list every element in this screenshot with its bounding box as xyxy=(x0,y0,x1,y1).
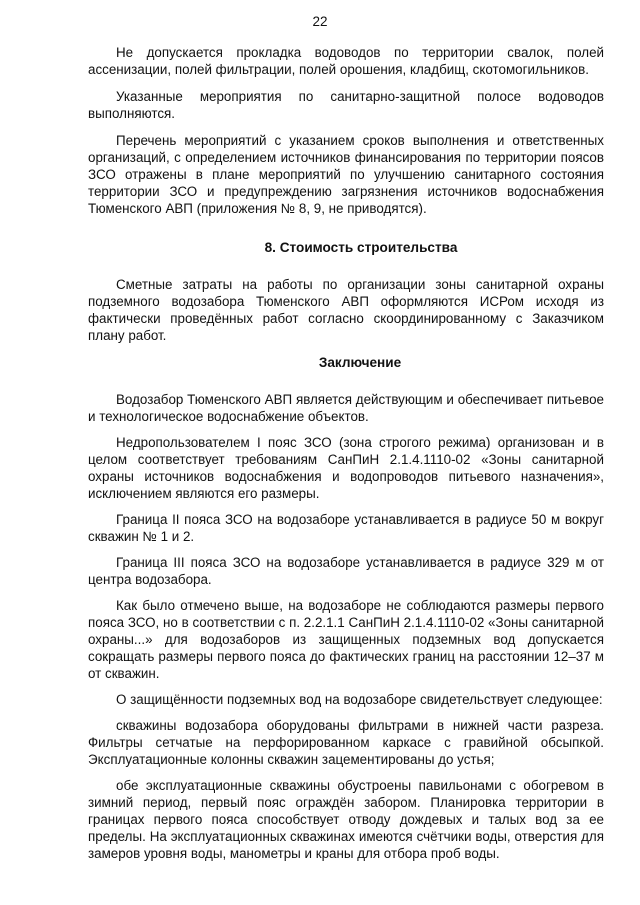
conclusion-paragraph-6: О защищённости подземных вод на водозаборе свидетельствует следующее: xyxy=(116,692,603,707)
conclusion-heading: Заключение xyxy=(318,355,402,370)
conclusion-paragraph-3: Граница II пояса ЗСО на водозаборе устанавливается в радиусе 50 м вокруг скважин № 1 и 2. xyxy=(88,512,604,544)
page-body xyxy=(88,44,604,871)
conclusion-paragraph-5: Как было отмечено выше, на водозаборе не соблюдаются размеры первого пояса ЗСО, но в соответствии с п. 2.2.1.1 СанПиН 2.1.4.1110-02 «Зоны санитарной охраны...» для водозаборов из защищенных подземных вод допускается сокращать размеры первого пояса до фактических границ на расстоянии 12–37 м от скважин. xyxy=(88,598,604,681)
paragraph-pipelines-restriction: Не допускается прокладка водоводов по территории свалок, полей ассенизации, полей фильтрации, полей орошения, кладбищ, скотомогильников. xyxy=(88,45,604,77)
paragraph-cost: Сметные затраты на работы по организации зоны санитарной охраны подземного водозабора Тюменского АВП оформляются ИСРом исходя из фактически проведённых работ согласно скоординированному с Заказчиком плану работ. xyxy=(88,277,604,343)
paragraph-measures-list: Перечень мероприятий с указанием сроков выполнения и ответственных организаций, с определением источников финансирования по территории поясов ЗСО отражены в плане мероприятий по улучшению санитарного состояния территории ЗСО и предупреждению загрязнения источников водоснабжения Тюменского АВП (приложения № 8, 9, не приводятся). xyxy=(88,133,604,216)
conclusion-paragraph-1: Водозабор Тюменского АВП является действующим и обеспечивает питьевое и технологическое водоснабжение объектов. xyxy=(88,392,604,424)
conclusion-paragraph-4: Граница III пояса ЗСО на водозаборе устанавливается в радиусе 329 м от центра водозабора. xyxy=(88,555,604,587)
paragraph-measures-done: Указанные мероприятия по санитарно-защитной полосе водоводов выполняются. xyxy=(88,89,604,121)
conclusion-paragraph-8: обе эксплуатационные скважины обустроены павильонами с обогревом в зимний период, первый пояс ограждён забором. Планировка территории в границах первого пояса способствует отводу дождевых и талых вод за ее пределы. На эксплуатационных скважинах имеются счётчики воды, отверстия для замеров уровня воды, манометры и краны для отбора проб воды. xyxy=(88,778,604,861)
conclusion-paragraph-2: Недропользователем I пояс ЗСО (зона строгого режима) организован и в целом соответствует требованиям СанПиН 2.1.4.1110-02 «Зоны санитарной охраны источников водоснабжения и водопроводов питьевого назначения», исключением являются его размеры. xyxy=(88,435,604,501)
page-number: 22 xyxy=(312,14,328,29)
section-8-heading: 8. Стоимость строительства xyxy=(264,240,458,255)
conclusion-paragraph-7: скважины водозабора оборудованы фильтрами в нижней части разреза. Фильтры сетчатые на перфорированном каркасе с гравийной обсыпкой. Эксплуатационные колонны скважин зацементированы до устья; xyxy=(88,718,604,767)
